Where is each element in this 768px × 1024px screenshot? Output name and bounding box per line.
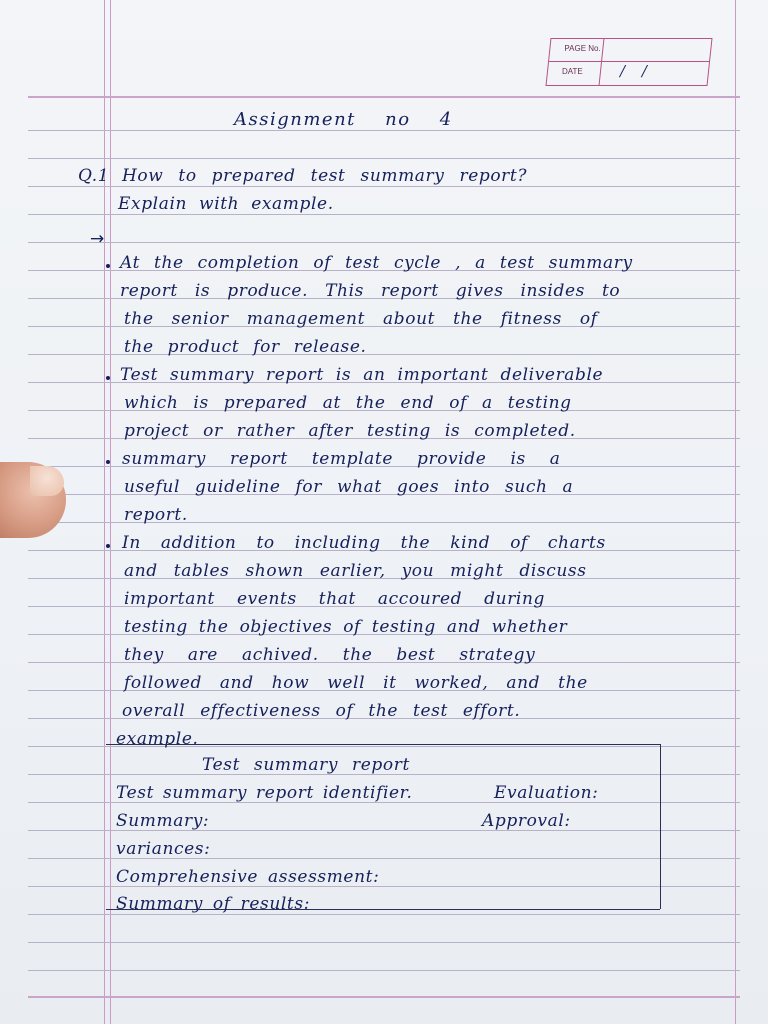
answer-line: and tables shown earlier, you might discuss: [124, 561, 587, 581]
example-label: example.: [116, 729, 199, 749]
bullet-point: [106, 376, 110, 380]
answer-arrow: →: [90, 229, 105, 249]
page-title: Assignment no 4: [234, 109, 453, 130]
evaluation-field: Evaluation:: [494, 783, 599, 803]
thumbnail-nail: [30, 466, 64, 496]
answer-line: testing the objectives of testing and whether: [124, 617, 568, 637]
answer-line: In addition to including the kind of charts: [122, 533, 606, 553]
page-no-row: [549, 39, 711, 62]
left-margin-line: [104, 0, 105, 1024]
ruled-line: [28, 942, 740, 943]
date-value: / /: [620, 62, 653, 80]
answer-line: report.: [124, 505, 188, 525]
ruled-line: [28, 130, 740, 131]
answer-line: Test summary report is an important deliverable: [120, 365, 604, 385]
ruled-line: [28, 242, 740, 243]
question-line-1: How to prepared test summary report?: [122, 166, 528, 186]
bullet-point: [106, 460, 110, 464]
example-table-heading: Test summary report: [202, 755, 410, 775]
assessment-field: Comprehensive assessment:: [116, 867, 380, 887]
answer-line: report is produce. This report gives insides to: [120, 281, 621, 301]
answer-line: the product for release.: [124, 337, 367, 357]
right-margin-line: [735, 0, 736, 1024]
answer-line: they are achived. the best strategy: [124, 645, 536, 665]
answer-line: useful guideline for what goes into such a: [124, 477, 574, 497]
ruled-line: [28, 970, 740, 971]
variances-field: variances:: [116, 839, 211, 859]
page-no-label: PAGE No.: [564, 44, 601, 53]
report-identifier-field: Test summary report identifier.: [116, 783, 413, 803]
answer-line: the senior management about the fitness of: [124, 309, 598, 329]
answer-line: project or rather after testing is completed.: [124, 421, 576, 441]
header-rule: [28, 96, 740, 98]
footer-rule: [28, 996, 740, 998]
date-row: [547, 62, 709, 84]
approval-field: Approval:: [482, 811, 571, 831]
answer-line: summary report template provide is a: [122, 449, 561, 469]
results-field: Summary of results:: [116, 894, 311, 914]
ruled-line: [28, 214, 740, 215]
question-number: Q.1: [78, 166, 110, 186]
answer-line: important events that accoured during: [124, 589, 545, 609]
bullet-point: [106, 264, 110, 268]
ruled-line: [28, 158, 740, 159]
bullet-point: [106, 544, 110, 548]
question-line-2: Explain with example.: [118, 194, 334, 214]
page-date-box: [545, 38, 712, 86]
ruled-line: [28, 186, 740, 187]
answer-line: At the completion of test cycle , a test summary: [120, 253, 633, 273]
answer-line: overall effectiveness of the test effort.: [122, 701, 521, 721]
ruled-line: [28, 914, 740, 915]
summary-field: Summary:: [116, 811, 210, 831]
answer-line: followed and how well it worked, and the: [124, 673, 588, 693]
date-label: DATE: [562, 67, 583, 76]
answer-line: which is prepared at the end of a testing: [124, 393, 572, 413]
